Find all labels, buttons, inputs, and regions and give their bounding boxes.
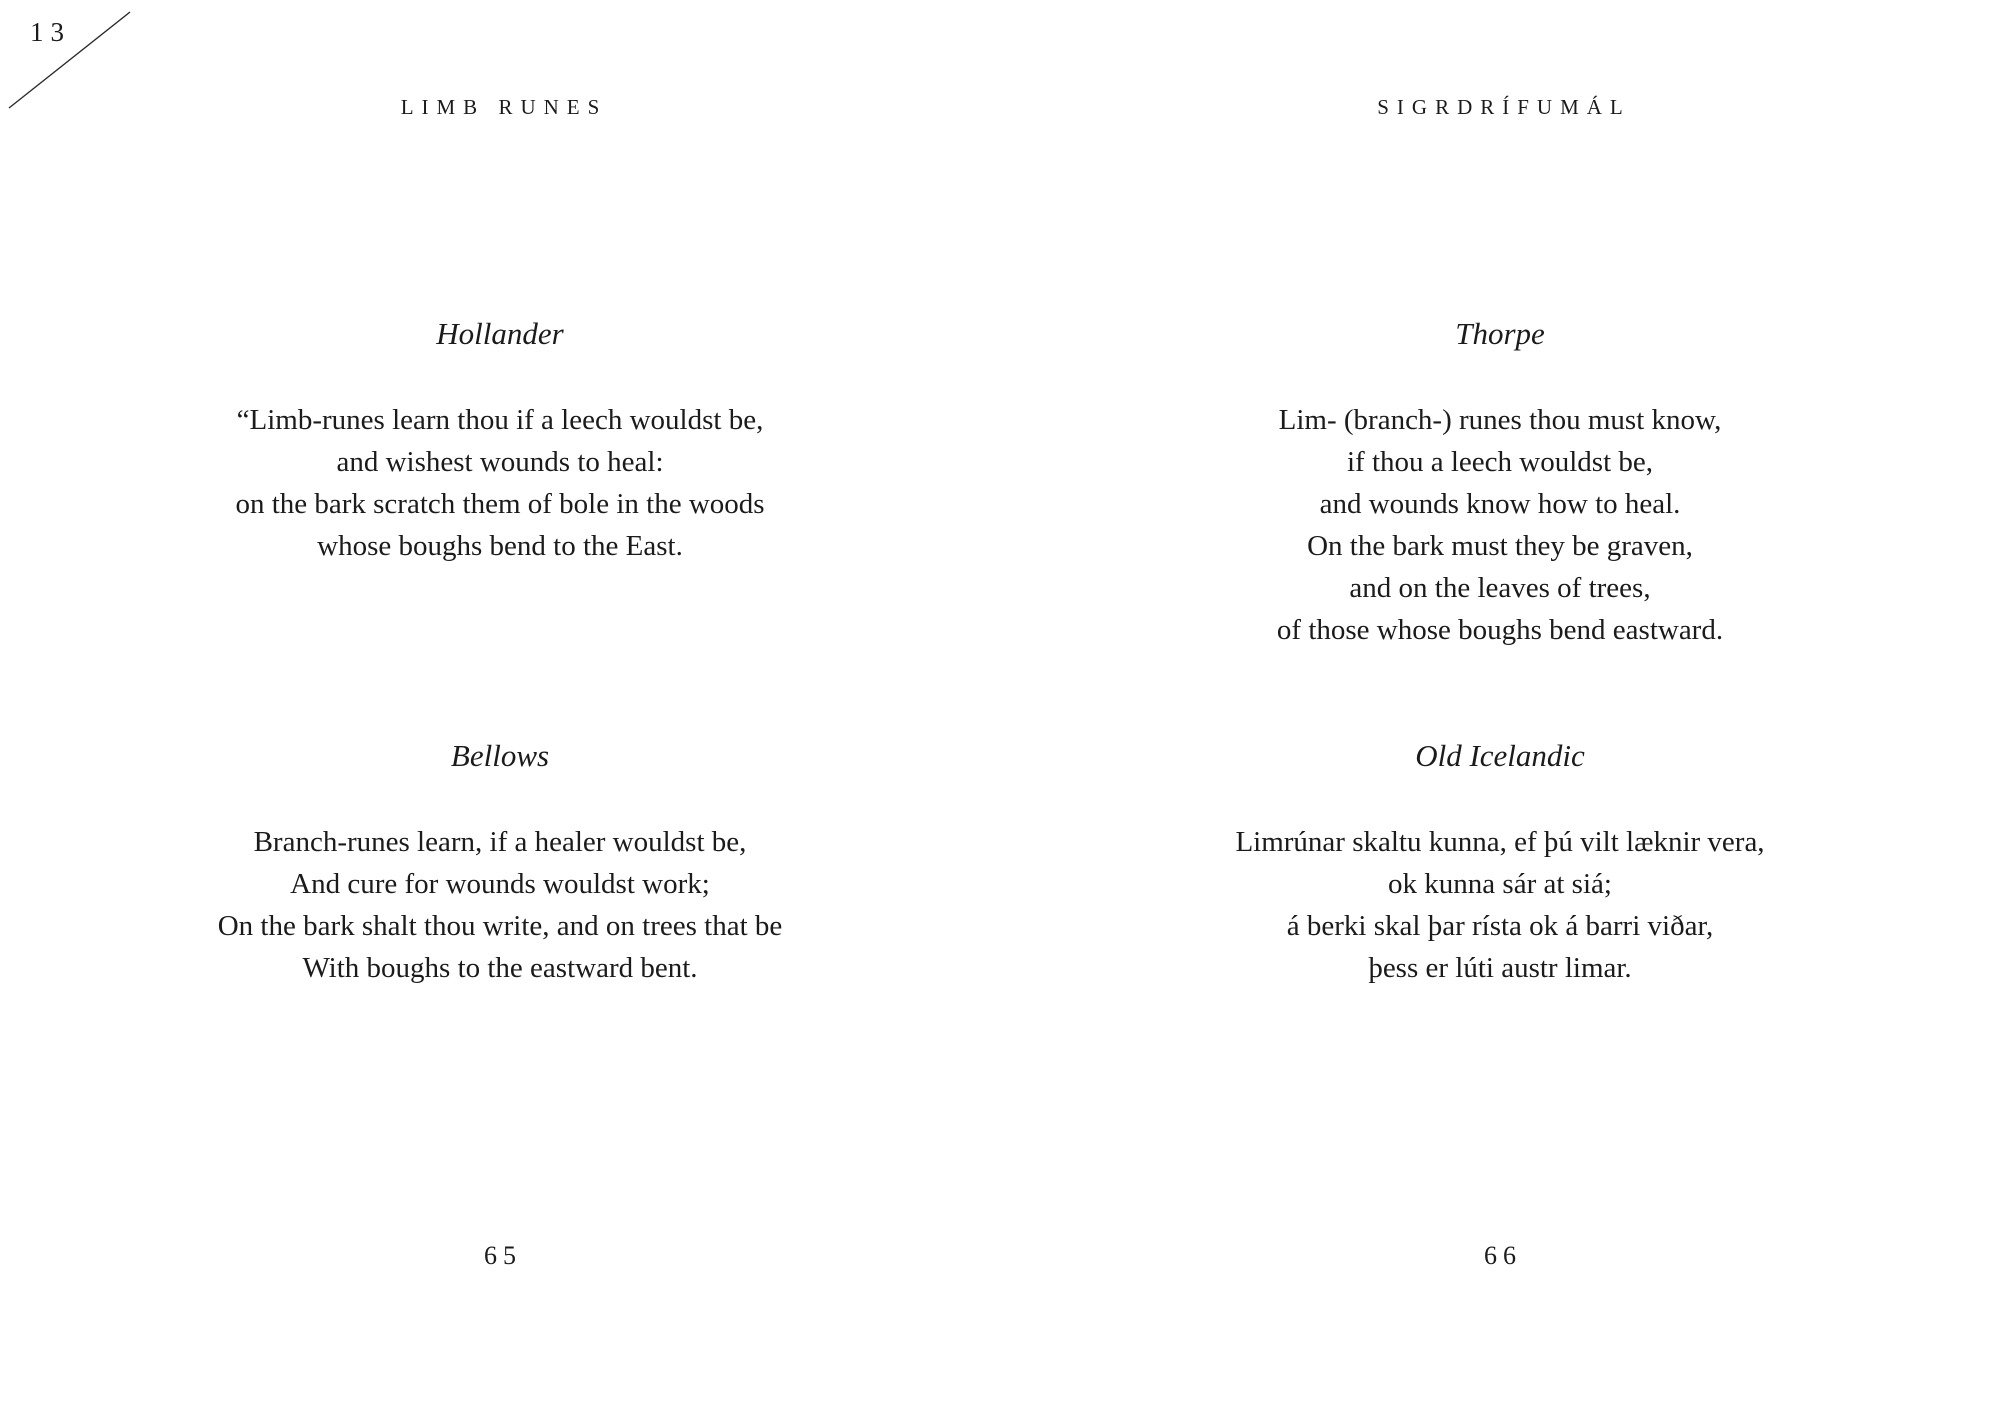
section-title-bellows: Bellows xyxy=(450,738,550,773)
right-page-number: 66 xyxy=(1484,1241,1522,1270)
verse-line: On the bark shalt thou write, and on trees that be xyxy=(217,910,783,942)
section-title-thorpe: Thorpe xyxy=(1455,316,1545,351)
stanza-thorpe xyxy=(1000,399,2000,651)
right-page xyxy=(1000,0,2000,1402)
verse-line: þess er lúti austr limar. xyxy=(1368,952,1632,984)
verse-line: whose boughs bend to the East. xyxy=(317,530,683,562)
verse-line: and on the leaves of trees, xyxy=(1349,572,1651,604)
stanza-hollander xyxy=(0,399,1000,567)
verse-line: ok kunna sár at siá; xyxy=(1388,868,1612,900)
verse-line: Lim- (branch-) runes thou must know, xyxy=(1278,404,1722,436)
left-running-header: LIMB RUNES xyxy=(400,95,608,119)
right-running-header: SIGRDRÍFUMÁL xyxy=(1377,95,1631,119)
section-title-old-icelandic: Old Icelandic xyxy=(1415,738,1585,773)
left-page-number: 65 xyxy=(484,1241,522,1270)
stanza-bellows xyxy=(0,821,1000,989)
verse-line: “Limb-runes learn thou if a leech wouldst be, xyxy=(236,404,764,436)
verse-line: on the bark scratch them of bole in the woods xyxy=(235,488,765,520)
verse-line: if thou a leech wouldst be, xyxy=(1346,446,1654,478)
verse-line: With boughs to the eastward bent. xyxy=(302,952,698,984)
stanza-old-icelandic xyxy=(1000,821,2000,989)
verse-line: Limrúnar skaltu kunna, ef þú vilt læknir vera, xyxy=(1235,826,1765,858)
verse-line: and wounds know how to heal. xyxy=(1319,488,1681,520)
verse-line: And cure for wounds wouldst work; xyxy=(290,868,710,900)
verse-line: and wishest wounds to heal: xyxy=(336,446,664,478)
verse-line: á berki skal þar rísta ok á barri viðar, xyxy=(1286,910,1714,942)
corner-annotation-number: 13 xyxy=(30,17,71,47)
verse-line: Branch-runes learn, if a healer wouldst be, xyxy=(253,826,747,858)
verse-line: On the bark must they be graven, xyxy=(1307,530,1693,562)
verse-line: of those whose boughs bend eastward. xyxy=(1276,614,1724,646)
section-title-hollander: Hollander xyxy=(436,316,564,351)
